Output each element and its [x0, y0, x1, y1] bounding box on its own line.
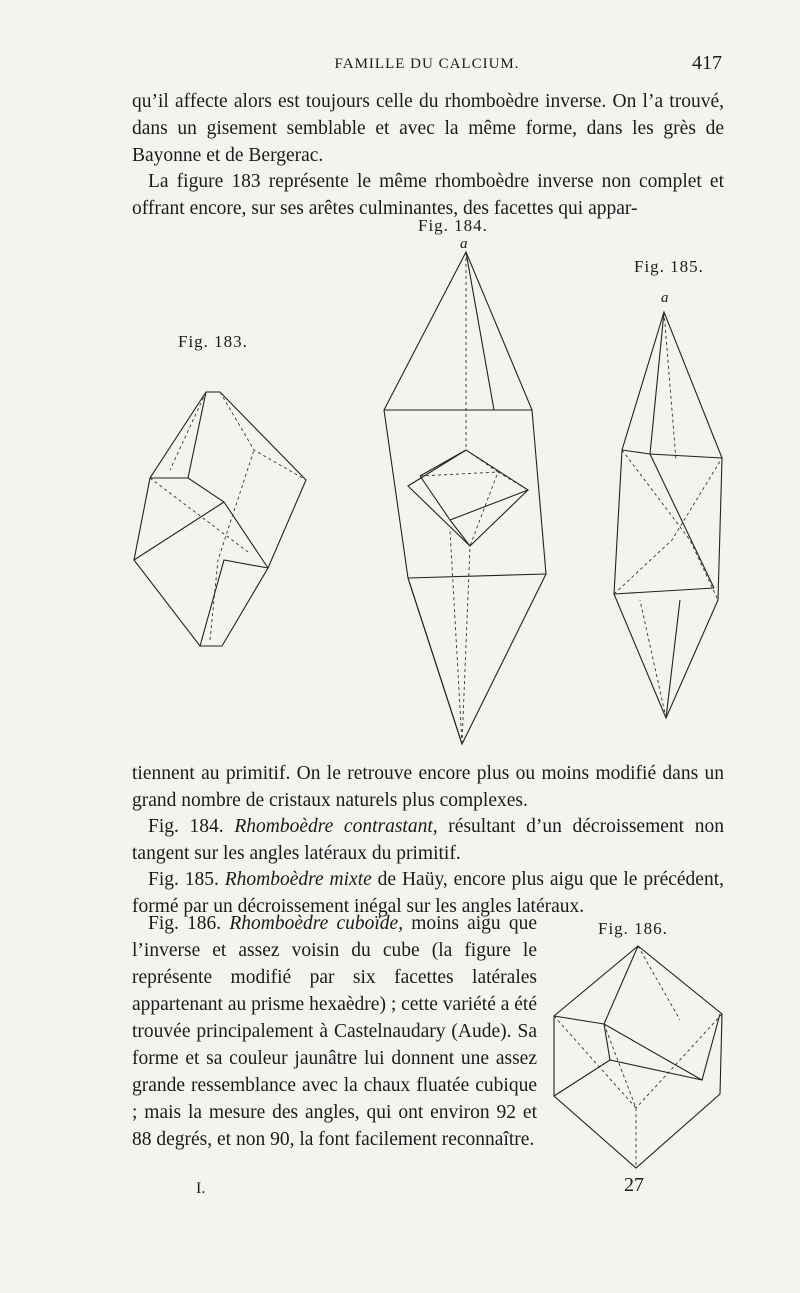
paragraph-5-prefix: Fig. 185.: [148, 869, 225, 890]
paragraph-6-prefix: Fig. 186.: [148, 913, 230, 934]
fig-185-vertex-label: a: [661, 290, 669, 306]
fig-185-caption: Fig. 185.: [634, 257, 704, 276]
paragraph-2: La figure 183 représente le même rhomboèdre inverse non complet et offrant encore, sur ses arêtes culminantes, des facettes qui appar-: [132, 171, 724, 219]
paragraph-4: [132, 813, 724, 867]
paragraph-3: tiennent au primitif. On le retrouve encore plus ou moins modifié dans un grand nombre de cristaux naturels plus complexes.: [132, 763, 724, 811]
paragraph-4-prefix: Fig. 184.: [148, 816, 235, 837]
signature-mark: I.: [196, 1180, 206, 1197]
running-title: FAMILLE DU CALCIUM.: [334, 56, 520, 72]
paragraph-6-term: Rhomboèdre cuboïde,: [229, 913, 404, 934]
paragraph-4-text: résultant d’un décroissement non tangent sur les angles latéraux du primitif.: [132, 816, 724, 864]
paragraph-5-term: Rhomboèdre mixte: [224, 869, 372, 890]
fig-183-caption: Fig. 183.: [178, 332, 248, 351]
fig-186-caption: Fig. 186.: [598, 919, 668, 938]
sheet-number: 27: [624, 1174, 644, 1196]
paragraph-6-text: moins aigu que l’inverse et assez voisin du cube (la figure le représente modifié par six facettes latérales appartenant au prisme hexaèdre) ; cette variété a été trouvée principalement à Castelnaudary (Aude). Sa forme et sa couleur jaunâtre lui donnent une assez grande ressemblance avec la chaux fluatée cubique ; mais la mesure des angles, qui ont environ 92 et 88 degrés, et non 90, la font facilement reconnaître.: [132, 913, 538, 1150]
page-number: 417: [692, 52, 722, 74]
fig-184-vertex-label: a: [460, 236, 468, 252]
fig-183-drawing: [134, 392, 306, 646]
paragraph-6: [132, 910, 537, 1153]
fig-184-drawing: [384, 252, 546, 744]
fig-184-caption: Fig. 184.: [418, 216, 488, 235]
fig-185-drawing: [614, 312, 722, 718]
fig-186-drawing: [554, 946, 722, 1168]
paragraph-5-text: de Haüy, encore plus aigu que le précédent, formé par un décroissement inégal sur les angles latéraux.: [132, 869, 724, 917]
paragraph-1: qu’il affecte alors est toujours celle du rhomboèdre inverse. On l’a trouvé, dans un gisement semblable et avec la même forme, dans les grès de Bayonne et de Bergerac.: [132, 91, 724, 166]
paragraph-4-term: Rhomboèdre contrastant,: [234, 816, 438, 837]
